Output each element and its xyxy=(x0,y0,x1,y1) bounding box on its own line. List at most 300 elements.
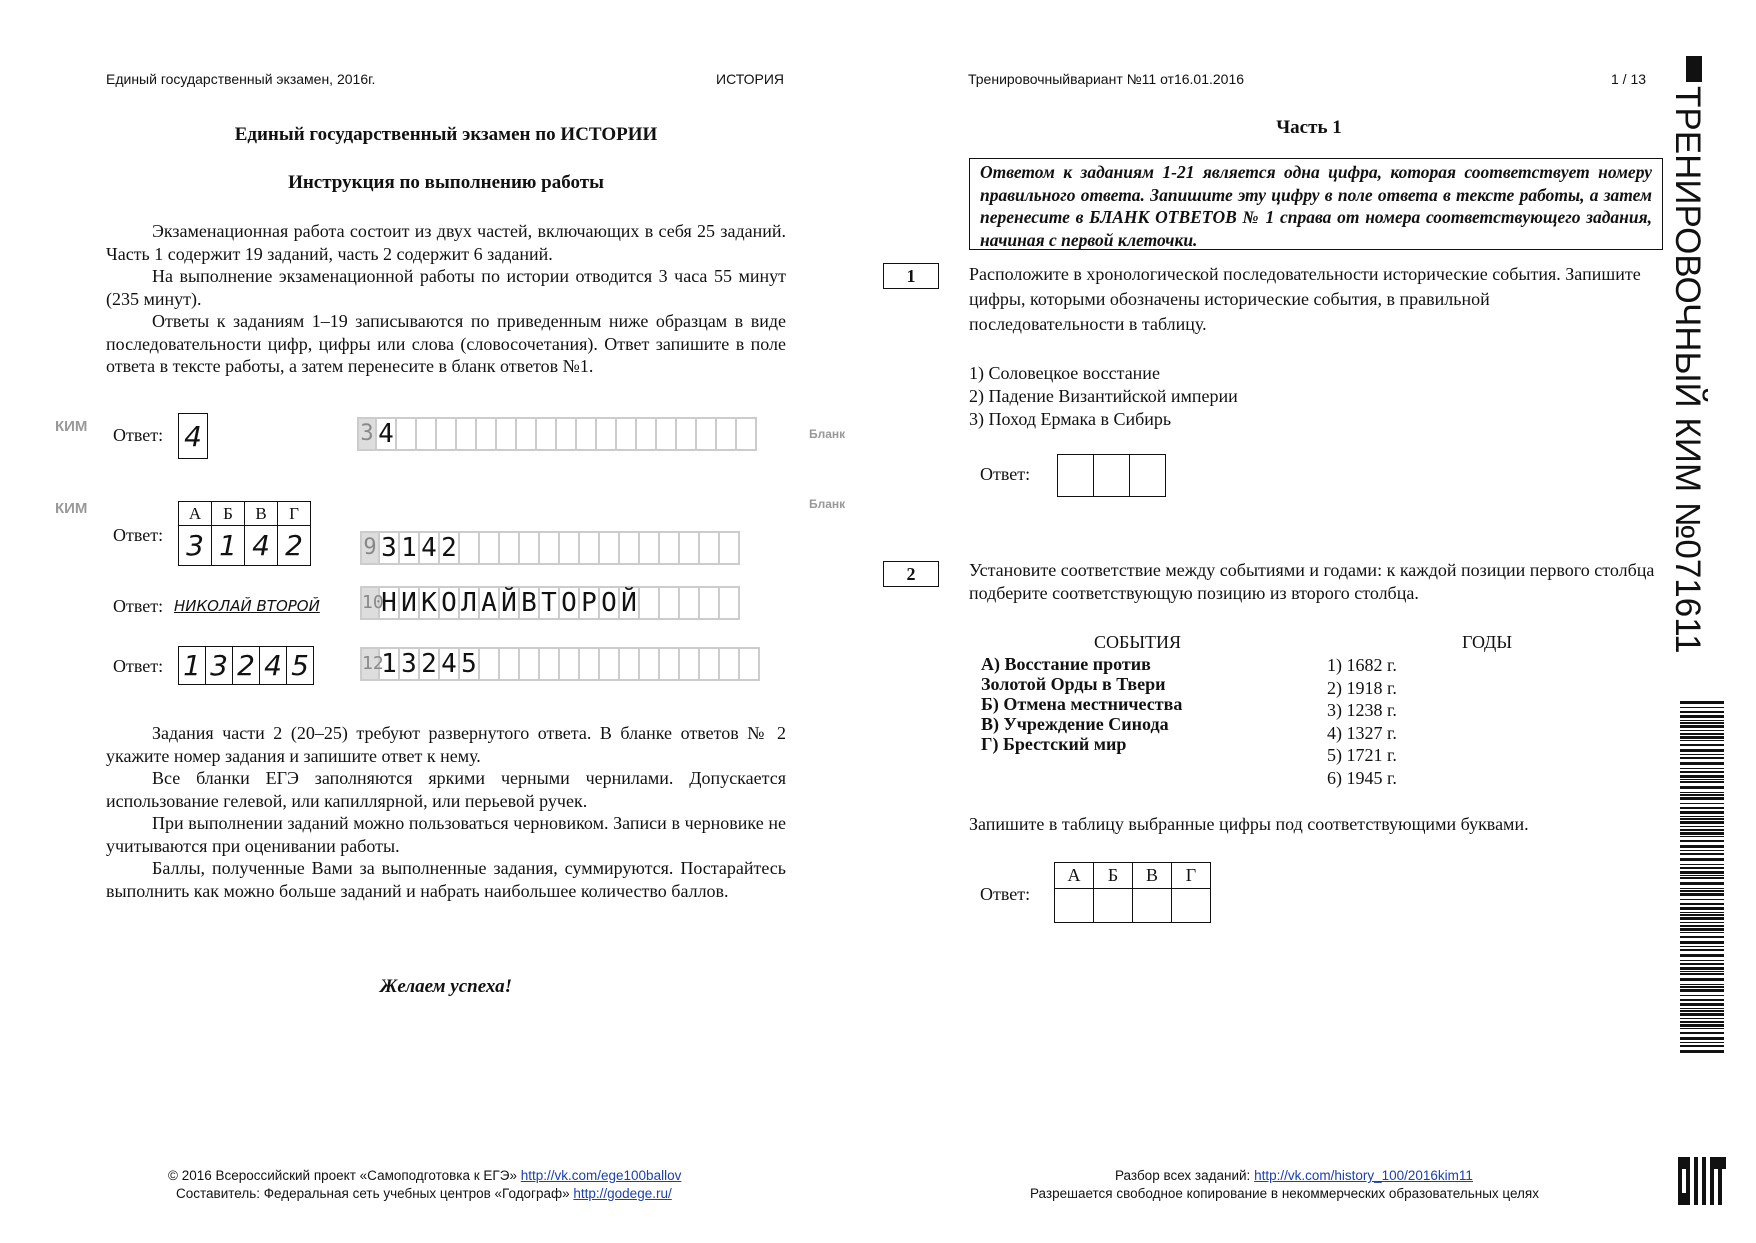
barcode-bar xyxy=(1680,890,1724,892)
task2-answer-table[interactable] xyxy=(1054,862,1211,923)
task1-answer-label: Ответ: xyxy=(980,464,1031,484)
qr-module xyxy=(1694,1193,1698,1197)
column-header-b: Б xyxy=(1094,863,1133,889)
barcode-bar xyxy=(1680,1028,1724,1029)
year-item: 1) 1682 г. xyxy=(1327,655,1397,675)
blank-cell: 3 xyxy=(400,647,420,681)
blank-cell xyxy=(597,417,617,451)
task2-text: Установите соответствие между событиями и годами: к каждой позиции первого столбца подберите соответствующую позицию из второго столбца. xyxy=(969,560,1655,603)
blank-cell xyxy=(540,647,560,681)
qr-module xyxy=(1686,1197,1690,1201)
qr-module xyxy=(1718,1161,1722,1165)
paragraph-1: Экзаменационная работа состоит из двух частей, включающих в себя 25 заданий. Часть 1 содержит 19 заданий, часть 2 содержит 6 заданий. xyxy=(106,221,786,264)
qr-module xyxy=(1710,1169,1714,1173)
task1-text: Расположите в хронологической последовательности исторические события. Запишите цифры, которыми обозначены исторические события, в правильной последовательности в таблицу. xyxy=(969,264,1641,334)
task1-item: 2) Падение Византийской империи xyxy=(969,386,1238,406)
blank-cell xyxy=(520,531,540,565)
qr-module xyxy=(1710,1185,1714,1189)
event-item: Г) Брестский мир xyxy=(981,734,1127,754)
barcode-bar xyxy=(1680,840,1724,842)
blank-cell: 3 xyxy=(380,531,400,565)
qr-module xyxy=(1718,1169,1722,1173)
barcode-bar xyxy=(1680,794,1724,796)
barcode-bar xyxy=(1680,826,1724,827)
barcode-bar xyxy=(1680,941,1724,944)
example4-blank-row xyxy=(360,647,760,681)
barcode-bar xyxy=(1680,803,1724,804)
blank-cell xyxy=(680,586,700,620)
barcode-bar xyxy=(1680,730,1724,731)
blank-cell xyxy=(500,647,520,681)
qr-module xyxy=(1718,1193,1722,1197)
barcode-bar xyxy=(1680,836,1724,837)
answer-cell: 1 xyxy=(212,526,245,566)
barcode-bar xyxy=(1680,899,1724,900)
task2-answer-label: Ответ: xyxy=(980,884,1031,904)
blank-cell: 2 xyxy=(440,531,460,565)
qr-module xyxy=(1686,1201,1690,1205)
events-column-title: СОБЫТИЯ xyxy=(1094,632,1182,652)
qr-module xyxy=(1710,1161,1714,1165)
blank-cell: О xyxy=(560,586,580,620)
qr-module xyxy=(1702,1169,1706,1173)
paragraph-6: При выполнении заданий можно пользоваться черновиком. Записи в черновике не учитываются при оценивании работы. xyxy=(106,813,786,856)
barcode-bar xyxy=(1680,754,1724,755)
blank-cell: 2 xyxy=(420,647,440,681)
qr-module xyxy=(1694,1169,1698,1173)
blank-cell xyxy=(580,531,600,565)
barcode-bar xyxy=(1680,1013,1724,1016)
barcode-bar xyxy=(1680,807,1724,809)
blank-cell xyxy=(720,531,740,565)
barcode-bar xyxy=(1680,781,1724,783)
answer-cell: 4 xyxy=(245,526,278,566)
barcode-bar xyxy=(1680,768,1724,769)
qr-module xyxy=(1686,1181,1690,1185)
footer-line-4: Разрешается свободное копирование в некоммерческих образовательных целях xyxy=(1030,1186,1539,1201)
blank-cell: 4 xyxy=(440,647,460,681)
qr-module xyxy=(1702,1173,1706,1177)
example1-answer-box: 4 xyxy=(178,413,208,459)
task2-instruction: Запишите в таблицу выбранные цифры под соответствующими буквами. xyxy=(969,814,1529,834)
barcode-bar xyxy=(1680,907,1724,910)
barcode-bar xyxy=(1680,875,1724,876)
example1-blank-row xyxy=(357,417,757,451)
part-title: Часть 1 xyxy=(1276,117,1342,138)
qr-module xyxy=(1710,1173,1714,1177)
qr-code-icon xyxy=(1678,1157,1726,1205)
barcode-bar xyxy=(1680,917,1724,920)
events-list xyxy=(981,654,1182,754)
qr-module xyxy=(1702,1185,1706,1189)
barcode-bar xyxy=(1680,1021,1724,1023)
blank-cell xyxy=(560,647,580,681)
barcode-bar xyxy=(1680,1037,1724,1040)
barcode-bar xyxy=(1680,845,1724,848)
qr-module xyxy=(1702,1157,1706,1161)
qr-module xyxy=(1678,1185,1682,1189)
barcode-bar xyxy=(1680,986,1724,988)
barcode-bar xyxy=(1680,999,1724,1001)
footer-line-2: Составитель: Федеральная сеть учебных центров «Годограф» http://godege.ru/ xyxy=(176,1186,672,1201)
qr-module xyxy=(1694,1157,1698,1161)
task1-item: 1) Соловецкое восстание xyxy=(969,363,1160,383)
qr-module xyxy=(1718,1197,1722,1201)
qr-module xyxy=(1678,1193,1682,1197)
barcode-bar xyxy=(1680,971,1724,972)
qr-module xyxy=(1686,1157,1690,1161)
barcode-bar xyxy=(1680,893,1724,896)
barcode-bar xyxy=(1680,995,1724,996)
blank-cell xyxy=(520,647,540,681)
qr-module xyxy=(1710,1177,1714,1181)
example1-answer-label: Ответ: xyxy=(113,425,164,445)
qr-module xyxy=(1678,1161,1682,1165)
qr-module xyxy=(1722,1161,1726,1165)
barcode-bar xyxy=(1680,818,1724,820)
blank-task-number: 9 xyxy=(360,531,380,565)
barcode-bar xyxy=(1680,864,1724,865)
qr-module xyxy=(1718,1189,1722,1193)
blank-cell xyxy=(560,531,580,565)
barcode-bar xyxy=(1680,757,1724,759)
barcode-bar xyxy=(1680,1008,1724,1009)
qr-module xyxy=(1718,1181,1722,1185)
exam-title: Единый государственный экзамен по ИСТОРИИ xyxy=(234,124,658,145)
blank-cell xyxy=(600,647,620,681)
blank-cell: Л xyxy=(460,586,480,620)
barcode-bar xyxy=(1680,928,1724,931)
blank-cell: 4 xyxy=(420,531,440,565)
blank-cell xyxy=(680,647,700,681)
barcode-bar xyxy=(1680,821,1724,824)
blank-cell: Р xyxy=(580,586,600,620)
example4-answer-table xyxy=(178,646,314,685)
qr-module xyxy=(1678,1189,1682,1193)
barcode-bar xyxy=(1680,960,1724,961)
blank-cell xyxy=(740,647,760,681)
blank-cell xyxy=(640,531,660,565)
barcode-bar xyxy=(1680,816,1724,817)
header-variant: Тренировочныйвариант №11 от16.01.2016 xyxy=(968,71,1245,87)
blank-cell xyxy=(700,586,720,620)
qr-module xyxy=(1718,1157,1722,1161)
barcode-bar xyxy=(1680,740,1724,741)
barcode-bar xyxy=(1680,811,1724,814)
barcode-bar xyxy=(1680,786,1724,789)
barcode-bar xyxy=(1680,720,1724,721)
answer-cell[interactable] xyxy=(1133,889,1172,923)
qr-module xyxy=(1678,1181,1682,1185)
blank-cell xyxy=(620,531,640,565)
qr-module xyxy=(1678,1169,1682,1173)
barcode-bar xyxy=(1680,779,1724,780)
answer-cell: 4 xyxy=(260,647,287,685)
barcode-bar xyxy=(1680,1018,1724,1019)
barcode-bar xyxy=(1680,1032,1724,1034)
qr-module xyxy=(1682,1201,1686,1205)
barcode-bar xyxy=(1680,914,1724,916)
barcode-bar xyxy=(1680,967,1724,970)
barcode-bar xyxy=(1680,829,1724,831)
blank-cell xyxy=(700,647,720,681)
event-item: Б) Отмена местничества xyxy=(981,694,1183,714)
side-marker xyxy=(1686,56,1702,82)
column-header-a: А xyxy=(1055,863,1094,889)
blank-cell: О xyxy=(440,586,460,620)
barcode-bar xyxy=(1680,871,1724,874)
blank-cell xyxy=(677,417,697,451)
qr-module xyxy=(1678,1173,1682,1177)
qr-module xyxy=(1682,1193,1686,1197)
blank-task-number: 3 xyxy=(357,417,377,451)
barcode-bar xyxy=(1680,701,1724,704)
column-header-g: Г xyxy=(1172,863,1211,889)
qr-module xyxy=(1718,1177,1722,1181)
barcode-bar xyxy=(1680,1050,1724,1053)
blank-task-number: 10 xyxy=(360,586,380,620)
blank-cell xyxy=(557,417,577,451)
blank-cell xyxy=(457,417,477,451)
barcode-bar xyxy=(1680,762,1724,765)
qr-module xyxy=(1710,1157,1714,1161)
year-item: 5) 1721 г. xyxy=(1327,745,1397,765)
qr-module xyxy=(1710,1197,1714,1201)
barcode-bar xyxy=(1680,973,1724,975)
blank-cell xyxy=(640,586,660,620)
qr-module xyxy=(1678,1165,1682,1169)
blank-cell: 4 xyxy=(377,417,397,451)
column-header-b: Б xyxy=(212,502,245,526)
blank-cell: И xyxy=(400,586,420,620)
barcode-bar xyxy=(1680,978,1724,981)
blank-cell: 1 xyxy=(400,531,420,565)
blank-cell xyxy=(497,417,517,451)
example3-answer-value: НИКОЛАЙ ВТОРОЙ xyxy=(174,597,320,615)
qr-module xyxy=(1722,1165,1726,1169)
blank-cell xyxy=(660,531,680,565)
answer-cell: 2 xyxy=(233,647,260,685)
qr-module xyxy=(1694,1165,1698,1169)
qr-module xyxy=(1718,1165,1722,1169)
column-header-v: В xyxy=(245,502,278,526)
history-link[interactable]: http://vk.com/history_100/2016kim11 xyxy=(1254,1168,1473,1183)
barcode-bar xyxy=(1680,722,1724,724)
barcode-bar xyxy=(1680,853,1724,855)
qr-module xyxy=(1686,1177,1690,1181)
blank-cell xyxy=(680,531,700,565)
blank-cell xyxy=(617,417,637,451)
event-item: В) Учреждение Синода xyxy=(981,714,1169,734)
qr-module xyxy=(1718,1173,1722,1177)
barcode-bar xyxy=(1680,954,1724,957)
godege-link[interactable]: http://godege.ru/ xyxy=(573,1186,672,1201)
column-header-g: Г xyxy=(278,502,311,526)
qr-module xyxy=(1686,1185,1690,1189)
blank-cell xyxy=(517,417,537,451)
year-item: 4) 1327 г. xyxy=(1327,722,1397,743)
barcode-bar xyxy=(1680,715,1724,718)
barcode-bar xyxy=(1680,771,1724,773)
barcode-bar xyxy=(1680,984,1724,985)
answer-cell: 3 xyxy=(179,526,212,566)
barcode-bar xyxy=(1680,850,1724,851)
qr-module xyxy=(1678,1177,1682,1181)
years-column-title: ГОДЫ xyxy=(1462,632,1513,652)
year-item: 3) 1238 г. xyxy=(1327,700,1397,720)
qr-module xyxy=(1718,1201,1722,1205)
qr-module xyxy=(1694,1177,1698,1181)
qr-module xyxy=(1694,1161,1698,1165)
task1-answer-table[interactable] xyxy=(1057,454,1166,497)
answer-cell[interactable] xyxy=(1055,889,1094,923)
event-item: А) Восстание против xyxy=(981,654,1151,674)
answer-cell: 5 xyxy=(287,647,314,685)
barcode-bar xyxy=(1680,922,1724,923)
qr-module xyxy=(1718,1185,1722,1189)
barcode-icon xyxy=(1680,701,1728,1053)
qr-module xyxy=(1702,1181,1706,1185)
qr-module xyxy=(1694,1201,1698,1205)
qr-module xyxy=(1682,1165,1686,1169)
blank-cell xyxy=(580,647,600,681)
blank-cell xyxy=(637,417,657,451)
qr-module xyxy=(1694,1181,1698,1185)
kim-label-2: КИМ xyxy=(55,500,88,517)
barcode-bar xyxy=(1680,725,1724,728)
task1-item: 3) Поход Ермака в Сибирь xyxy=(969,409,1172,429)
blank-cell xyxy=(477,417,497,451)
barcode-bar xyxy=(1680,925,1724,927)
answer-cell[interactable] xyxy=(1058,455,1094,497)
qr-module xyxy=(1702,1165,1706,1169)
blank-cell xyxy=(500,531,520,565)
qr-module xyxy=(1702,1193,1706,1197)
blank-cell xyxy=(700,531,720,565)
blank-cell xyxy=(417,417,437,451)
qr-module xyxy=(1714,1157,1718,1161)
task2-number: 2 xyxy=(883,561,939,587)
blank-cell: Й xyxy=(620,586,640,620)
example2-blank-row xyxy=(360,531,740,565)
blank-cell xyxy=(460,531,480,565)
paragraph-3: Ответы к заданиям 1–19 записываются по приведенным ниже образцам в виде последовательности цифр, цифры или слова (словосочетания). Ответ запишите в поле ответа в тексте работы, а затем перенесите в бланк ответов №1. xyxy=(106,311,786,376)
barcode-bar xyxy=(1680,858,1724,861)
blank-cell xyxy=(660,647,680,681)
blank-cell xyxy=(620,647,640,681)
barcode-bar xyxy=(1680,711,1724,713)
instruction-title: Инструкция по выполнению работы xyxy=(288,172,604,193)
answer-cell[interactable] xyxy=(1094,889,1133,923)
event-item: Золотой Орды в Твери xyxy=(981,674,1166,694)
barcode-bar xyxy=(1680,792,1724,793)
qr-module xyxy=(1702,1197,1706,1201)
blank-cell: В xyxy=(520,586,540,620)
kim-label-1: КИМ xyxy=(55,418,88,435)
qr-module xyxy=(1722,1157,1726,1161)
year-item: 2) 1918 г. xyxy=(1327,677,1397,698)
qr-module xyxy=(1686,1173,1690,1177)
example4-answer-label: Ответ: xyxy=(113,656,164,676)
blank-cell: 5 xyxy=(460,647,480,681)
blank-cell xyxy=(480,531,500,565)
paragraph-4: Задания части 2 (20–25) требуют развернутого ответа. В бланке ответов № 2 укажите номер задания и запишите ответ к нему. xyxy=(106,723,786,766)
qr-module xyxy=(1694,1189,1698,1193)
qr-module xyxy=(1686,1193,1690,1197)
blank-cell: Й xyxy=(500,586,520,620)
blank-cell xyxy=(720,647,740,681)
barcode-bar xyxy=(1680,1003,1724,1006)
qr-module xyxy=(1682,1157,1686,1161)
qr-module xyxy=(1682,1197,1686,1201)
footer-line-3: Разбор всех заданий: http://vk.com/history_100/2016kim11 xyxy=(1115,1168,1473,1183)
qr-module xyxy=(1694,1185,1698,1189)
blank-cell: О xyxy=(600,586,620,620)
blank-cell xyxy=(397,417,417,451)
notice-box: Ответом к заданиям 1-21 является одна цифра, которая соответствует номеру правильного ответа. Запишите эту цифру в поле ответа в тексте работы, а затем перенесите в БЛАНК ОТВЕТОВ № 1 справа от номера соответствующего задания, начиная с первой клеточки. xyxy=(969,158,1663,250)
barcode-bar xyxy=(1680,949,1724,951)
blank-label-2: Бланк xyxy=(809,497,846,511)
barcode-bar xyxy=(1680,936,1724,938)
wish-text: Желаем успеха! xyxy=(379,976,513,997)
blank-cell xyxy=(540,531,560,565)
barcode-bar xyxy=(1680,932,1724,933)
qr-module xyxy=(1702,1189,1706,1193)
year-item: 6) 1945 г. xyxy=(1327,767,1397,788)
barcode-bar xyxy=(1680,797,1724,800)
barcode-bar xyxy=(1680,1010,1724,1012)
qr-module xyxy=(1678,1157,1682,1161)
qr-module xyxy=(1702,1201,1706,1205)
blank-cell xyxy=(600,531,620,565)
barcode-bar xyxy=(1680,744,1724,746)
blank-cell: Н xyxy=(380,586,400,620)
barcode-bar xyxy=(1680,912,1724,913)
example3-blank-row xyxy=(360,586,740,620)
header-subject: ИСТОРИЯ xyxy=(716,71,785,87)
qr-module xyxy=(1686,1169,1690,1173)
blank-cell: А xyxy=(480,586,500,620)
answer-cell[interactable] xyxy=(1094,455,1130,497)
answer-cell: 2 xyxy=(278,526,311,566)
barcode-bar xyxy=(1680,963,1724,965)
qr-module xyxy=(1714,1161,1718,1165)
barcode-bar xyxy=(1680,832,1724,835)
blank-cell xyxy=(480,647,500,681)
paragraph-2: На выполнение экзаменационной работы по истории отводится 3 часа 55 минут (235 минут). xyxy=(106,266,786,309)
qr-module xyxy=(1686,1165,1690,1169)
answer-cell: 1 xyxy=(179,647,206,685)
side-label: ТРЕНИРОВОЧНЫЙ КИМ №071611 xyxy=(1668,86,1707,654)
ege100-link[interactable]: http://vk.com/ege100ballov xyxy=(520,1168,682,1183)
answer-cell[interactable] xyxy=(1130,455,1166,497)
blank-cell xyxy=(657,417,677,451)
qr-module xyxy=(1710,1181,1714,1185)
barcode-bar xyxy=(1680,882,1724,885)
years-list xyxy=(1327,654,1397,789)
answer-cell: 3 xyxy=(206,647,233,685)
barcode-bar xyxy=(1680,1024,1724,1027)
barcode-bar xyxy=(1680,877,1724,879)
answer-cell[interactable] xyxy=(1172,889,1211,923)
qr-module xyxy=(1710,1189,1714,1193)
qr-module xyxy=(1678,1197,1682,1201)
footer-line-1: © 2016 Всероссийский проект «Самоподготовка к ЕГЭ» http://vk.com/ege100ballov xyxy=(168,1168,682,1183)
task1-items xyxy=(969,362,1238,431)
qr-module xyxy=(1710,1193,1714,1197)
example2-answer-label: Ответ: xyxy=(113,525,164,545)
example2-answer-table xyxy=(178,501,311,566)
